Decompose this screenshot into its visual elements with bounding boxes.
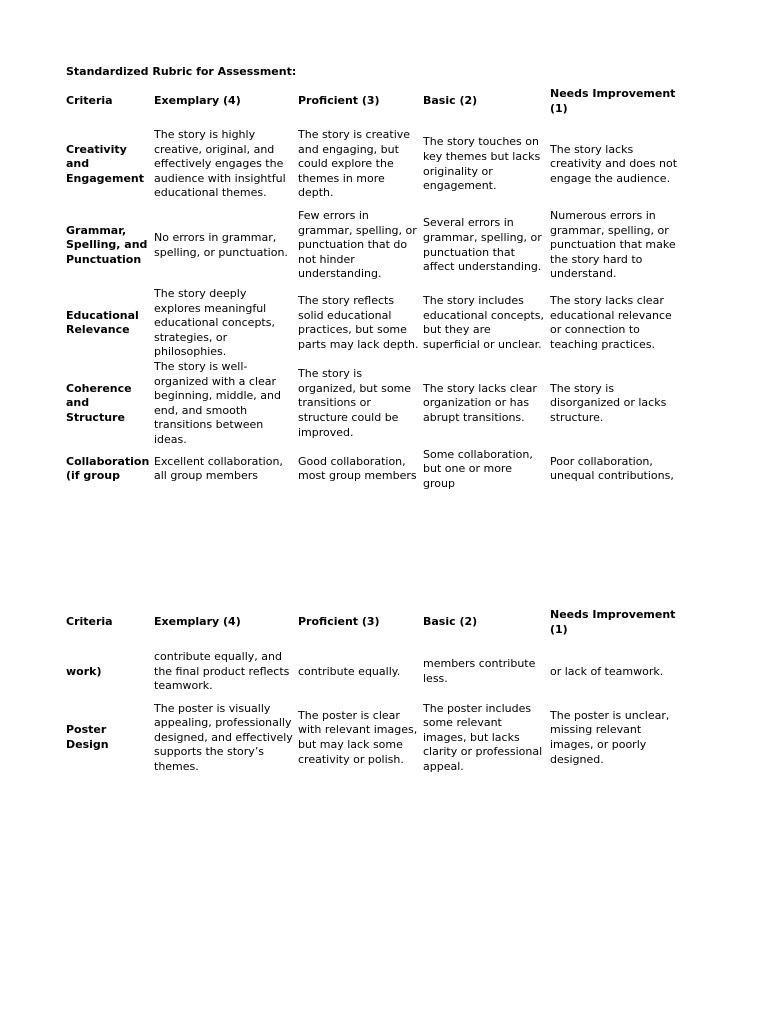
proficient-cell: Good collaboration, most group members	[298, 454, 417, 483]
needs-improvement-cell: The story lacks clear educational relevance or connection to teaching practices.	[550, 294, 672, 352]
header-proficient: Proficient (3)	[298, 94, 380, 108]
criteria-cell: Collaboration (if group	[66, 454, 150, 483]
proficient-cell: The story is organized, but some transitions or structure could be improved.	[298, 367, 412, 439]
basic-cell: Some collaboration, but one or more group	[423, 447, 533, 490]
basic-cell: The story lacks clear organization or has abrupt transitions.	[423, 381, 537, 425]
table-row	[64, 287, 684, 360]
basic-cell: members contribute less.	[423, 657, 536, 685]
needs-improvement-cell: The story is disorganized or lacks structure.	[550, 381, 667, 425]
criteria-cell: Creativity and Engagement	[66, 142, 144, 185]
rubric-table-1	[64, 86, 684, 491]
basic-cell: The poster includes some relevant images, but lacks clarity or professional appeal.	[423, 701, 543, 773]
header-exemplary: Exemplary (4)	[154, 94, 241, 108]
header-needs-improvement: Needs Improvement (1)	[550, 607, 676, 636]
header-needs-improvement: Needs Improvement (1)	[550, 86, 676, 115]
needs-improvement-cell: Numerous errors in grammar, spelling, or punctuation that make the story hard to understand.	[550, 209, 676, 281]
basic-cell: The story includes educational concepts, but they are superficial or unclear.	[423, 294, 544, 352]
header-row	[64, 86, 684, 117]
header-criteria: Criteria	[66, 615, 113, 629]
needs-improvement-cell: Poor collaboration, unequal contributions,	[550, 454, 674, 483]
table-row	[64, 698, 684, 778]
header-proficient: Proficient (3)	[298, 615, 380, 629]
needs-improvement-cell: The story lacks creativity and does not engage the audience.	[550, 142, 678, 185]
exemplary-cell: The poster is visually appealing, professionally designed, and effectively supports the story’s themes.	[154, 701, 293, 773]
exemplary-cell: The story is well-organized with a clear beginning, middle, and end, and smooth transitions between ideas.	[154, 359, 281, 446]
header-basic: Basic (2)	[423, 615, 478, 629]
proficient-cell: Few errors in grammar, spelling, or punctuation that do not hinder understanding.	[298, 209, 417, 281]
header-exemplary: Exemplary (4)	[154, 615, 241, 629]
rubric-table-2	[64, 607, 684, 778]
exemplary-cell: Excellent collaboration, all group members	[154, 454, 283, 483]
criteria-cell: work)	[66, 664, 102, 678]
proficient-cell: The poster is clear with relevant images, but may lack some creativity or polish.	[298, 708, 418, 766]
basic-cell: Several errors in grammar, spelling, or punctuation that affect understanding.	[423, 216, 542, 274]
criteria-cell: Educational Relevance	[66, 308, 139, 337]
needs-improvement-cell: The poster is unclear, missing relevant images, or poorly designed.	[550, 708, 670, 766]
table-row	[64, 448, 684, 492]
exemplary-cell: No errors in grammar, spelling, or punctuation.	[154, 230, 288, 259]
criteria-cell: Grammar, Spelling, and Punctuation	[66, 223, 148, 266]
header-row	[64, 607, 684, 638]
proficient-cell: The story reflects solid educational practices, but some parts may lack depth.	[298, 294, 419, 352]
basic-cell: The story touches on key themes but lacks originality or engagement.	[423, 135, 541, 193]
proficient-cell: The story is creative and engaging, but could explore the themes in more depth.	[298, 128, 411, 200]
needs-improvement-cell: or lack of teamwork.	[550, 664, 664, 678]
table-row	[64, 360, 684, 448]
proficient-cell: contribute equally.	[298, 664, 401, 678]
header-criteria: Criteria	[66, 94, 113, 108]
criteria-cell: Poster Design	[66, 723, 109, 751]
document-title: Standardized Rubric for Assessment:	[66, 65, 297, 78]
table-row	[64, 125, 684, 204]
exemplary-cell: The story deeply explores meaningful educational concepts, strategies, or philosophies.	[154, 287, 275, 359]
table-row	[64, 646, 684, 698]
criteria-cell: Coherence and Structure	[66, 381, 132, 425]
exemplary-cell: The story is highly creative, original, and effectively engages the audience with insightful educational themes.	[154, 128, 286, 200]
header-basic: Basic (2)	[423, 94, 478, 108]
exemplary-cell: contribute equally, and the final product reflects teamwork.	[154, 650, 290, 693]
table-row	[64, 204, 684, 287]
